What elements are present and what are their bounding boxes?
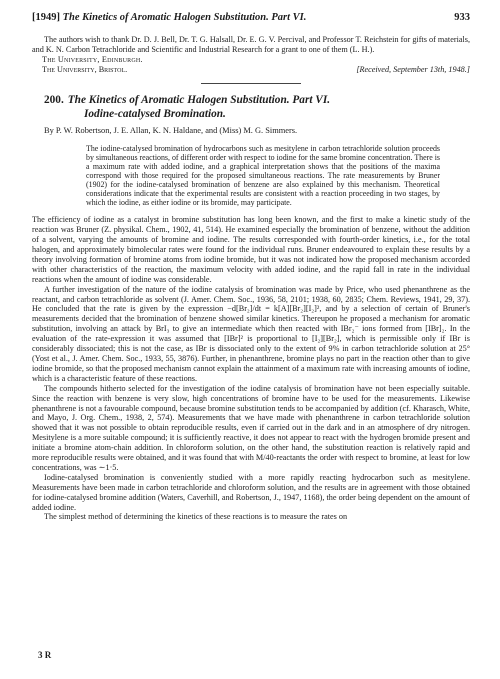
received-line [32, 65, 470, 75]
article-abstract: The iodine-catalysed bromination of hydrocarbons such as mesitylene in carbon tetrachloride solution proceeds by simultaneous reactions, of different order with respect to iodine for the same bromine concentration. There is a maximum rate with added iodine, and a graphical interpretation shows that the positions of the maxima correspond with those required for the proposed simultaneous reactions. The rate measurements by Bruner (1902) for the iodine-catalysed bromination of benzene are also explained by this mechanism. Theoretical considerations indicate that the experimental results are consistent with a reaction proceeding in two stages, by which the iodine, as either iodine or its bromide, may participate. [86, 143, 440, 208]
running-title: The Kinetics of Aromatic Halogen Substitution. Part VI. [62, 12, 307, 23]
running-header [32, 13, 470, 35]
affiliation-bristol: The University, Bristol. [42, 64, 128, 74]
article-title [32, 93, 470, 121]
body-paragraph: The simplest method of determining the kinetics of these reactions is to measure the rates on [44, 512, 348, 522]
running-title-group [32, 13, 306, 23]
article-title-line-2: Iodine-catalysed Bromination. [84, 107, 226, 120]
signature-mark: 3 R [38, 650, 52, 660]
affiliation-edinburgh: The University, Edinburgh. [42, 54, 143, 64]
page-number: 933 [454, 12, 470, 23]
header-year: [1949] [32, 12, 60, 23]
article-title-line-1: The Kinetics of Aromatic Halogen Substitution. Part VI. [67, 93, 331, 106]
body-paragraph: Iodine-catalysed bromination is conveniently studied with a more rapidly reacting hydrocarbon such as mesitylene. Measurements have been made in carbon tetrachloride and chloroform solution, and the results are in agreement with those obtained for iodine-catalysed bromine addition (Waters, Caverhill, and Robertson, J., 1947, 1168), the order being dependent on the amount of added iodine. [32, 472, 470, 512]
body-paragraph: The efficiency of iodine as a catalyst in bromine substitution has long been known, and the first to make a kinetic study of the reaction was Bruner (Z. physikal. Chem., 1902, 41, 514). He examined especially the bromination of benzene, without the addition of a solvent, varying the amounts of bromine and iodine. The results corresponded with fourth-order kinetics, i.e., for the total halogen, and approximately bimolecular rates were found for the individual runs. Bruner endeavoured to explain these results by a theory involving formation of bromine atoms from iodine bromide, but it was not indicated how the proposed mechanism accorded with other characteristics of the reaction, the maximum velocity with added iodine, and the rapid fall in rate in the individual reactions when the amount of iodine was considerable. [32, 215, 470, 284]
received-date: [Received, September 13th, 1948.] [356, 64, 470, 74]
article-number: 200. [44, 93, 64, 106]
article-authors: By P. W. Robertson, J. E. Allan, K. N. Haldane, and (Miss) M. G. Simmers. [44, 125, 298, 135]
page-footer [32, 650, 51, 660]
body-paragraph: The compounds hitherto selected for the investigation of the iodine catalysis of bromination have not been especially suitable. Since the reaction with benzene is very slow, high concentrations of bromine have to be used for the measurements. Likewise phenanthrene is not a favourable compound, because bromine substitution tends to be accompanied by addition (cf. Kharasch, White, and Mayo, J. Org. Chem., 1938, 2, 574). Measurements that we have made with phenanthrene in carbon tetrachloride solution showed that it was not possible to obtain reproducible results, even if carried out in the dark and in an atmosphere of dry nitrogen. Mesitylene is a more suitable compound; it is sufficiently reactive, it does not appear to react with the hydrogen bromide present and initiate a bromine atom-chain addition. In chloroform solution, on the other hand, the substitution reaction is relatively rapid and more reproducible results were obtained, and it was found that with M/40-reactants the order with respect to bromine, at least for low concentrations, was ∼1·5. [32, 383, 470, 472]
article-body [32, 215, 470, 522]
acknowledgement-paragraph: The authors wish to thank Dr. D. J. Bell, Dr. T. G. Halsall, Dr. E. G. V. Percival, and Professor T. Reichstein for gifts of materials, and K. N. Carbon Tetrachloride and Scientific and Industrial Research for a grant to one of them (L. H.). [32, 35, 470, 54]
section-divider [201, 83, 301, 84]
body-paragraph: A further investigation of the nature of the iodine catalysis of bromination was made by Price, who used phenanthrene as the reactant, and carbon tetrachloride as solvent (J. Amer. Chem. Soc., 1936, 58, 2101; 1938, 60, 2835; Chem. Reviews, 1941, 29, 37). He concluded that the rate is given by the expression −d[Br₂]/dt = k[A][Br₂][I₂]², and by a selection of certain of Bruner's measurements decided that the bromination of benzene showed similar kinetics. Thereupon he proposed a mechanism for aromatic substitution, involving an attack by BrI₃ to give an intermediate which then reacted with IBr₂⁻ ions formed from [IBr]₂. In the evaluation of the rate-expression it was assumed that [IBr]² is proportional to [I₂][Br₂], which is permissible only if IBr is considerably dissociated; this is not the case, as IBr is dissociated only to the extent of 9% in carbon tetrachloride solution at 25° (Yost et al., J. Amer. Chem. Soc., 1933, 55, 3876). Further, in phenanthrene, bromine plays no part in the reaction other than to give iodine bromide, so that the proposed mechanism cannot explain the attainment of a maximum rate with increasing amounts of iodine, which is a characteristic feature of these reactions. [32, 284, 470, 383]
